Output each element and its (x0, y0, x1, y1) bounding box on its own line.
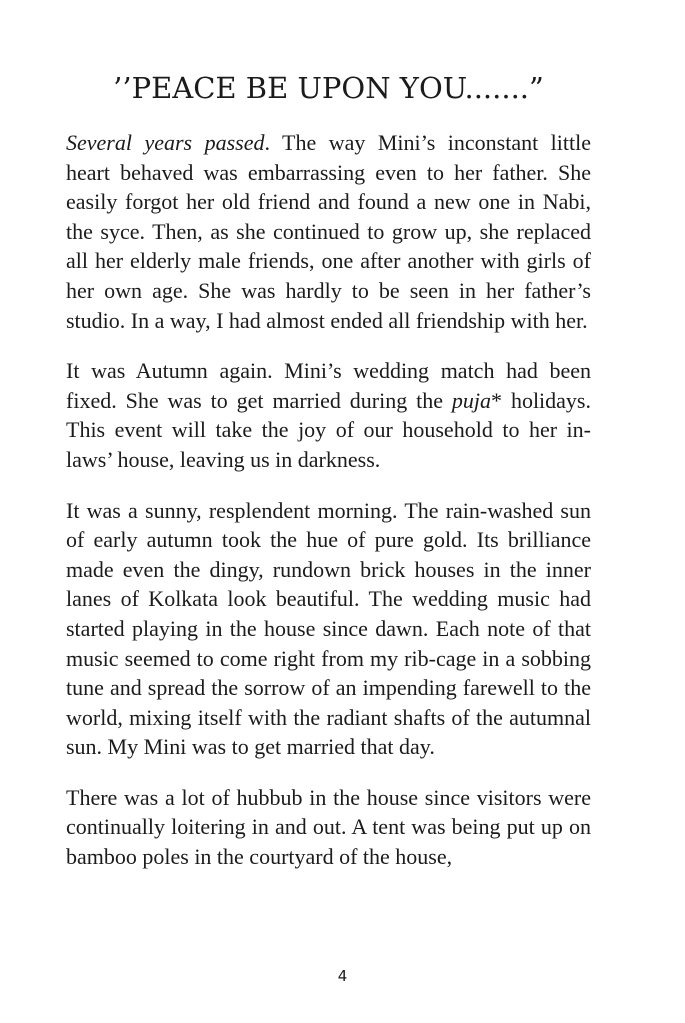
page-number: 4 (337, 967, 348, 985)
paragraph-2-text-b: * holidays. This event will take the joy of our household to her in-laws’ house, leaving us in darkness. (66, 387, 591, 472)
paragraph-1-italic-lead: Several years passed (66, 130, 265, 155)
paragraph-3: It was a sunny, resplendent morning. The rain-washed sun of early autumn took the hue of pure gold. Its brilliance made even the dingy, rundown brick houses in the inner lanes of Kolkata look beautiful. The wedding music had started playing in the house since dawn. Each note of that music seemed to come right from my rib-cage in a sobbing tune and spread the sorrow of an impending farewell to the world, mixing itself with the radiant shafts of the autumnal sun. My Mini was to get married that day. (66, 497, 591, 760)
paragraph-2 (66, 356, 591, 474)
paragraph-1-text: . The way Mini’s inconstant little heart behaved was embarrassing even to her father. She easily forgot her old friend and found a new one in Nabi, the syce. Then, as she continued to grow up, she replaced all her elderly male friends, one after another with girls of her own age. She was hardly to be seen in her father’s studio. In a way, I had almost ended all friendship with her. (66, 130, 592, 333)
paragraph-2-text-a: It was Autumn again. Mini’s wedding match had been fixed. She was to get married during the (66, 358, 591, 413)
paragraph-1 (66, 128, 591, 335)
page-body (66, 64, 591, 872)
paragraph-2-italic-word: puja (451, 387, 492, 413)
paragraph-4: There was a lot of hubbub in the house since visitors were continually loitering in and out. A tent was being put up on bamboo poles in the courtyard of the house, (66, 784, 591, 870)
chapter-title: ’’PEACE BE UPON YOU.......” (113, 71, 544, 105)
